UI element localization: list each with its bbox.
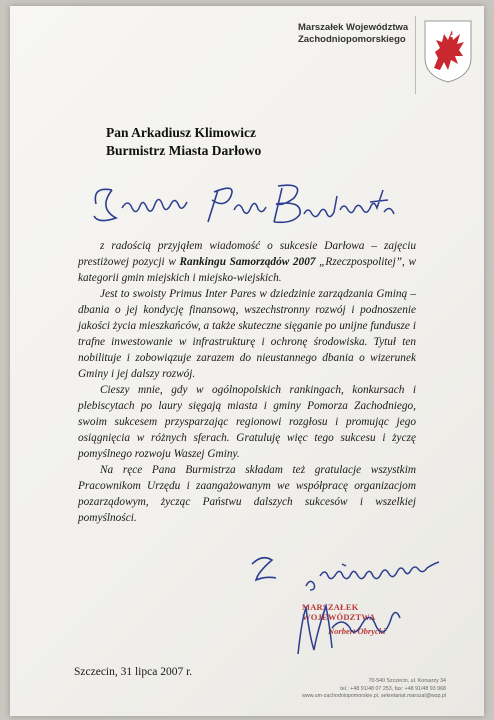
footer-address: 70-540 Szczecin, ul. Korsarzy 34 [368,678,446,684]
addressee-title: Burmistrz Miasta Darłowo [106,143,262,158]
official-stamp [292,598,422,658]
addressee-name: Pan Arkadiusz Klimowicz [106,125,257,140]
letterhead-divider [415,16,416,94]
stamp-name: Norbert Obrycki [328,626,386,636]
letterhead-footer [266,678,446,701]
letterhead-organization [298,22,418,46]
handwritten-closing [246,546,456,596]
date-line: Szczecin, 31 lipca 2007 r. [74,666,193,678]
addressee-block [106,124,406,160]
body-paragraph-4: Na ręce Pana Burmistrza składam też gratulacje wszystkim Pracownikom Urzędu i zaangażowanym we współpracę organizacjom pozarządowym, życząc Państwu dalszych sukcesów i wszelkiej pomyślności. [78,464,416,524]
griffin-coat-of-arms-icon [422,18,474,84]
handwritten-salutation [88,178,408,234]
org-line-2: Zachodniopomorskiego [298,34,406,45]
body-paragraph-1: z radością przyjąłem wiadomość o sukcesie Darłowa – zajęciu prestiżowej pozycji w Rankingu Samorządów 2007 „Rzeczpospolitej”, w kategorii gmin miejskich i miejsko-wiejskich. [78,240,416,284]
footer-phone: tel.: +48 91/48 07 253, fax: +48 91/48 93 968 [340,685,446,692]
letter-page [10,6,484,716]
ranking-name: Rankingu Samorządów 2007 [179,256,316,268]
stamp-title: MARSZAŁEK WOJEWÓDZTWA [302,602,376,622]
signature [292,598,422,658]
footer-web: www.um-zachodniopomorskie.pl, sekretariat.marszal@wzp.pl [301,693,446,699]
letter-body [78,238,416,526]
body-paragraph-2: Jest to swoisty Primus Inter Pares w dziedzinie zarządzania Gminą – dbania o jej kondycję finansową, wszechstronny rozwój i podnoszenie jakości życia mieszkańców, a także skuteczne sięganie po unijne fundusze i trafne inwestowanie w infrastrukturę i ochronę środowiska. Tytuł ten nobilituje i zobowiązuje zarazem do nieustannego dbania o wizerunek Gminy i jej dalszy rozwój. [78,288,416,380]
org-line-1: Marszałek Województwa [298,22,409,33]
body-paragraph-3: Cieszy mnie, gdy w ogólnopolskich rankingach, konkursach i plebiscytach po laury sięgają miasta i gminy Pomorza Zachodniego, swoim sukcesem przysparzając regionowi rozgłosu i promując jego osiągnięcia w różnych sferach. Gratuluję więc tego sukcesu i życzę pomyślnego rozwoju Waszej Gminy. [78,384,416,460]
